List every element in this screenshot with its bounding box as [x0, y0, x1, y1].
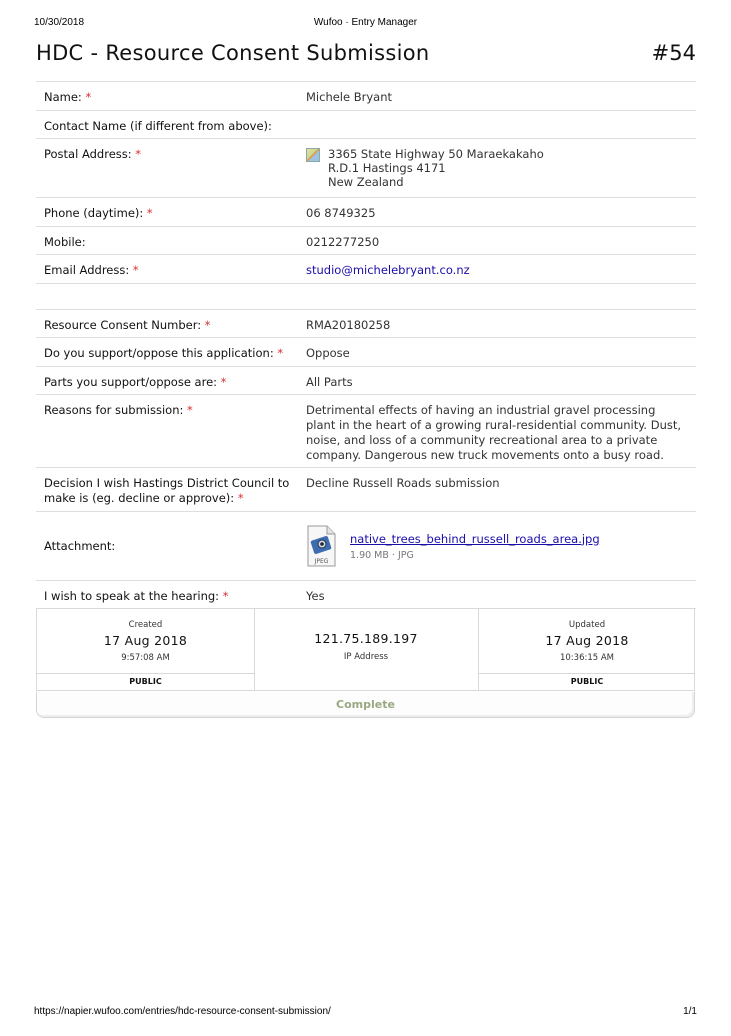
form-header — [36, 40, 696, 70]
field-row-contact-name — [36, 111, 696, 139]
field-value — [306, 512, 696, 581]
print-header — [34, 17, 697, 31]
updated-time: 10:36:15 AM — [559, 653, 615, 663]
field-value: Michele Bryant — [306, 82, 696, 111]
print-title: Wufoo · Entry Manager — [313, 17, 418, 28]
created-visibility-badge: PUBLIC — [37, 673, 254, 690]
field-row-email — [36, 255, 696, 284]
field-label: Do you support/oppose this application: * — [36, 338, 306, 367]
ip-panel — [254, 609, 478, 690]
field-label: Phone (daytime): * — [36, 198, 306, 227]
field-label: Parts you support/oppose are: * — [36, 367, 306, 395]
print-url: https://napier.wufoo.com/entries/hdc-resource-consent-submission/ — [34, 1006, 331, 1017]
field-value — [306, 139, 696, 198]
created-time: 9:57:08 AM — [121, 653, 170, 663]
field-row-mobile — [36, 227, 696, 255]
field-label: Contact Name (if different from above): — [36, 111, 306, 139]
field-row-support-oppose — [36, 338, 696, 367]
status-complete-button[interactable]: Complete — [36, 692, 695, 718]
form-title: HDC - Resource Consent Submission — [36, 41, 430, 65]
field-row-consent-number — [36, 310, 696, 338]
field-label: Reasons for submission: * — [36, 395, 306, 468]
entry-fields-table — [36, 81, 696, 609]
required-marker: * — [135, 147, 142, 161]
field-row-phone — [36, 198, 696, 227]
field-row-attachment — [36, 512, 696, 581]
email-link[interactable]: studio@michelebryant.co.nz — [306, 263, 470, 277]
attachment-file-link[interactable]: native_trees_behind_russell_roads_area.jpg — [350, 531, 600, 546]
required-marker: * — [85, 90, 92, 104]
print-date: 10/30/2018 — [34, 17, 85, 28]
field-row-parts — [36, 367, 696, 395]
required-marker: * — [146, 206, 153, 220]
field-label: Email Address: * — [36, 255, 306, 284]
required-marker: * — [237, 491, 244, 505]
created-panel — [37, 609, 255, 690]
ip-label: IP Address — [343, 652, 389, 662]
field-value: All Parts — [306, 367, 696, 395]
field-label: Mobile: — [36, 227, 306, 255]
field-value: RMA20180258 — [306, 310, 696, 338]
required-marker: * — [187, 403, 193, 417]
attachment-meta: 1.90 MB · JPG — [350, 549, 414, 561]
field-value: 06 8749325 — [306, 198, 696, 227]
field-row-speak — [36, 581, 696, 609]
print-footer — [34, 1006, 697, 1020]
required-marker: * — [204, 318, 211, 332]
field-value — [306, 255, 696, 284]
field-label: Name: * — [36, 82, 306, 111]
address-line: New Zealand — [328, 175, 404, 189]
field-label: I wish to speak at the hearing: * — [36, 581, 306, 609]
field-value: Oppose — [306, 338, 696, 367]
field-label: Postal Address: * — [36, 139, 306, 198]
print-page-number: 1/1 — [683, 1006, 697, 1017]
field-value: 0212277250 — [306, 227, 696, 255]
field-label: Resource Consent Number: * — [36, 310, 306, 338]
created-label: Created — [128, 620, 163, 630]
map-icon[interactable] — [306, 148, 320, 162]
required-marker: * — [220, 375, 227, 389]
jpeg-icon-label: JPEG — [314, 558, 329, 565]
required-marker: * — [222, 589, 229, 603]
field-row-name — [36, 82, 696, 111]
field-value — [306, 111, 696, 139]
field-value: Detrimental effects of having an industrial gravel processing plant in the heart of a growing rural-residential community. Dust, noise, and loss of a community recreational area to a private company. Dangerous new truck movements onto a busy road. — [306, 395, 696, 468]
field-row-decision — [36, 468, 696, 512]
address-line: 3365 State Highway 50 Maraekakaho — [328, 147, 544, 161]
field-label: Decision I wish Hastings District Council to make is (eg. decline or approve): * — [36, 468, 306, 512]
field-label: Attachment: — [36, 512, 306, 581]
required-marker: * — [132, 263, 139, 277]
field-value: Yes — [306, 581, 696, 609]
field-row-reasons — [36, 395, 696, 468]
updated-visibility-badge: PUBLIC — [479, 673, 695, 690]
updated-panel — [478, 609, 695, 690]
updated-date: 17 Aug 2018 — [545, 633, 629, 648]
jpeg-file-icon[interactable] — [306, 525, 336, 567]
required-marker: * — [277, 346, 284, 360]
created-date: 17 Aug 2018 — [103, 633, 188, 648]
address-line: R.D.1 Hastings 4171 — [328, 161, 446, 175]
section-spacer — [36, 284, 696, 310]
updated-label: Updated — [568, 620, 606, 630]
field-value: Decline Russell Roads submission — [306, 468, 696, 512]
entry-meta-panel — [36, 608, 695, 691]
ip-address: 121.75.189.197 — [314, 631, 418, 646]
entry-number: #54 — [651, 41, 696, 65]
field-row-postal-address — [36, 139, 696, 198]
